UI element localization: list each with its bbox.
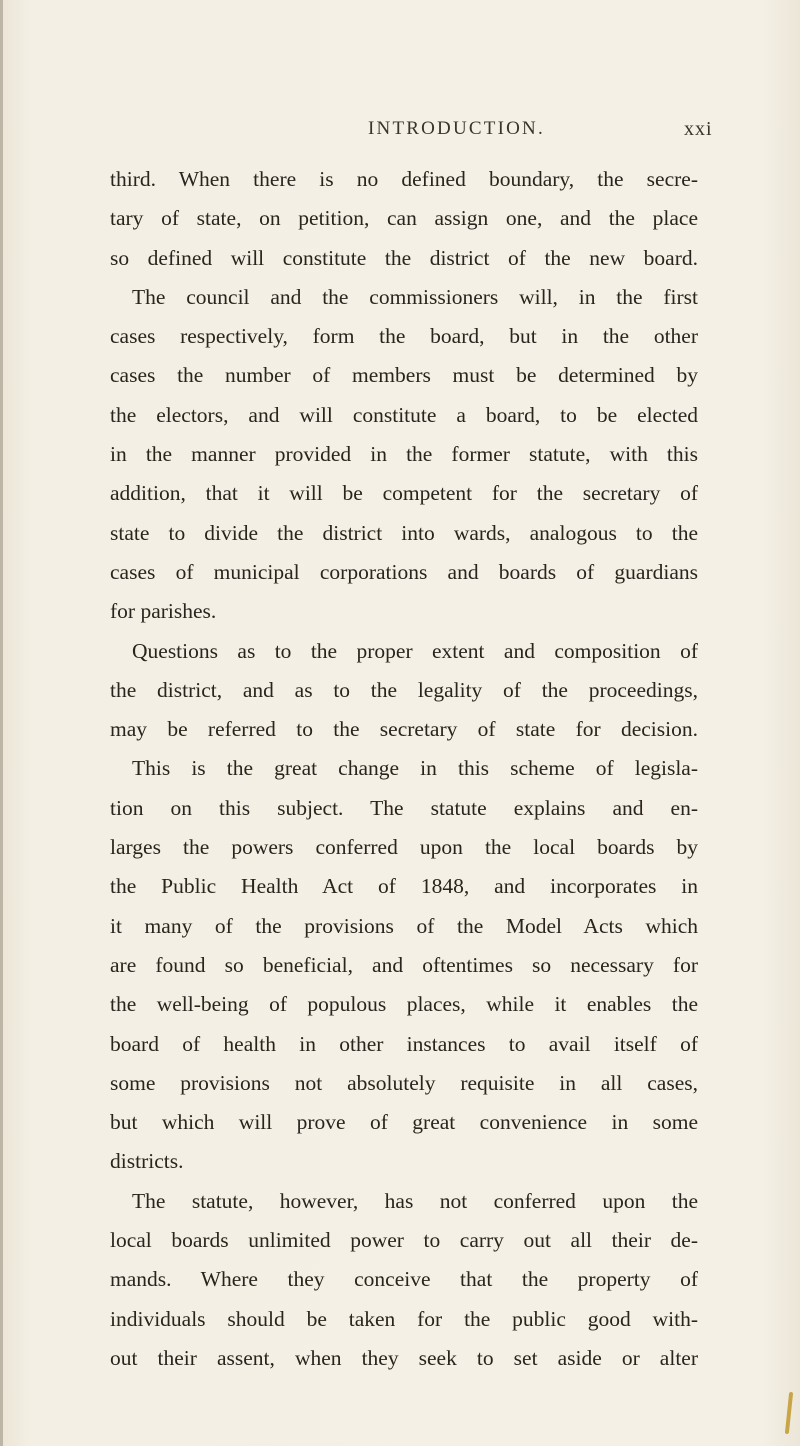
- page-left-edge: [0, 0, 3, 1446]
- text-line: in the manner provided in the former statute, with this: [110, 442, 698, 467]
- text-line: the Public Health Act of 1848, and incorporates in: [110, 874, 698, 899]
- page-corner-mark: [785, 1392, 793, 1434]
- text-line: so defined will constitute the district of the new board.: [110, 245, 698, 270]
- text-line: are found so beneficial, and oftentimes so necessary for: [110, 952, 698, 977]
- text-line: larges the powers conferred upon the local boards by: [110, 835, 698, 860]
- text-line: the electors, and will constitute a board, to be elected: [110, 402, 698, 427]
- body-text: [110, 160, 698, 1378]
- text-line: some provisions not absolutely requisite in all cases,: [110, 1070, 698, 1095]
- text-line: state to divide the district into wards, analogous to the: [110, 520, 698, 545]
- text-line: mands. Where they conceive that the property of: [110, 1267, 698, 1292]
- text-line: third. When there is no defined boundary, the secre-: [110, 167, 698, 191]
- text-line: the district, and as to the legality of the proceedings,: [110, 677, 698, 702]
- text-line: tion on this subject. The statute explains and en-: [110, 795, 698, 820]
- text-line: districts.: [110, 1149, 184, 1174]
- text-line: but which will prove of great convenience in some: [110, 1110, 698, 1135]
- text-line: it many of the provisions of the Model Acts which: [110, 913, 698, 938]
- text-line: tary of state, on petition, can assign one, and the place: [110, 206, 698, 231]
- text-line: Questions as to the proper extent and composition of: [132, 638, 698, 663]
- text-line: The council and the commissioners will, in the first: [132, 284, 698, 309]
- text-line: may be referred to the secretary of state for decision.: [110, 717, 698, 742]
- text-line: out their assent, when they seek to set aside or alter: [110, 1345, 698, 1370]
- text-line: board of health in other instances to avail itself of: [110, 1031, 698, 1056]
- page-number: xxi: [684, 118, 713, 140]
- text-line: This is the great change in this scheme of legisla-: [132, 756, 698, 781]
- text-line: cases of municipal corporations and boards of guardians: [110, 559, 698, 584]
- page-header: [0, 118, 800, 148]
- text-line: the well-being of populous places, while it enables the: [110, 992, 698, 1017]
- text-line: cases the number of members must be determined by: [110, 363, 698, 388]
- text-line: cases respectively, form the board, but in the other: [110, 324, 698, 349]
- text-line: local boards unlimited power to carry out all their de-: [110, 1228, 698, 1253]
- text-line: The statute, however, has not conferred upon the: [132, 1188, 698, 1213]
- text-line: addition, that it will be competent for the secretary of: [110, 481, 698, 506]
- running-head: INTRODUCTION.: [368, 118, 545, 139]
- text-line: individuals should be taken for the public good with-: [110, 1306, 698, 1331]
- text-line: for parishes.: [110, 599, 217, 624]
